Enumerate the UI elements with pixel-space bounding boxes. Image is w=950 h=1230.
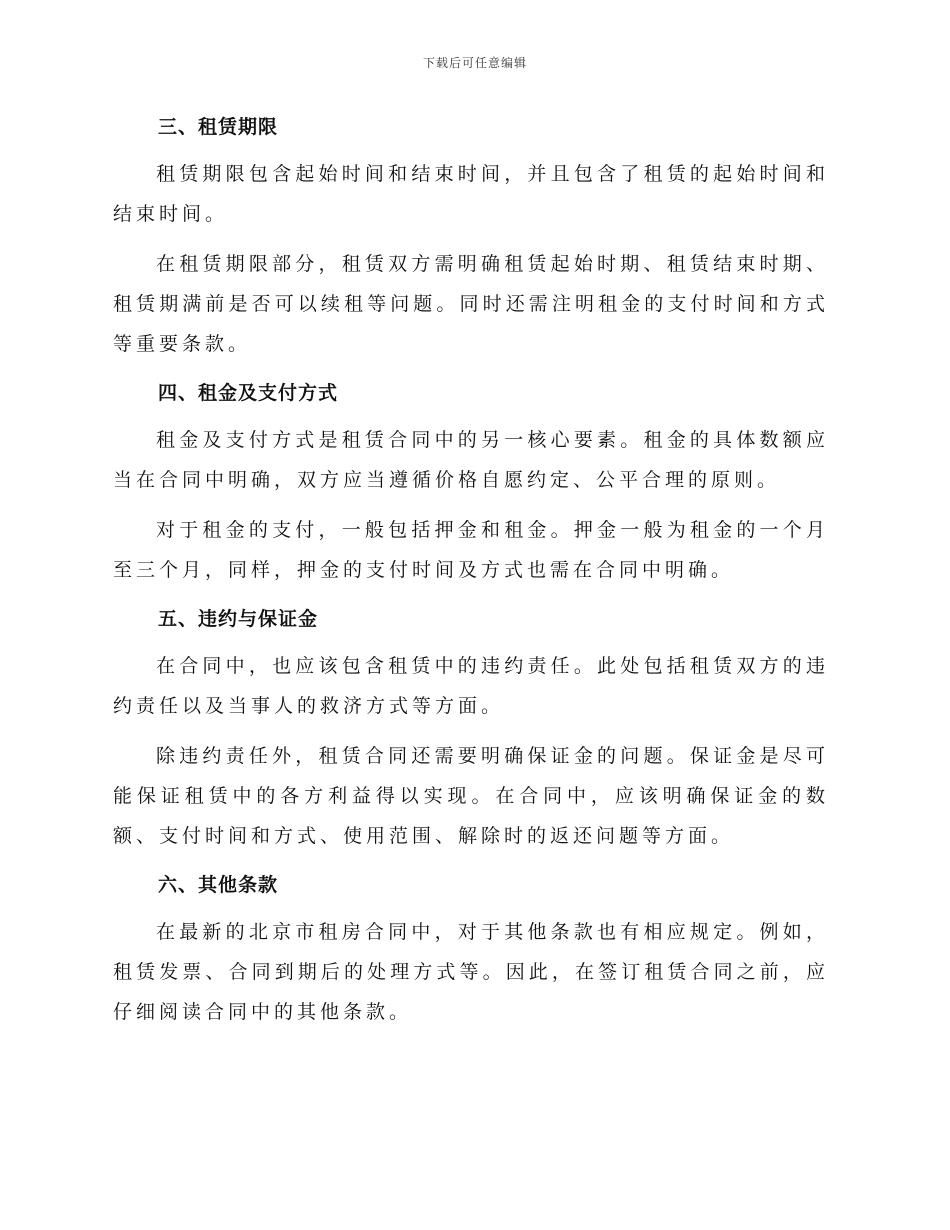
paragraph: 租金及支付方式是租赁合同中的另一核心要素。租金的具体数额应当在合同中明确，双方应当遵循价格自愿约定、公平合理的原则。 <box>113 429 829 491</box>
section-heading: 四、租金及支付方式 <box>158 382 339 404</box>
section-lease-term <box>113 108 829 364</box>
paragraph: 除违约责任外，租赁合同还需要明确保证金的问题。保证金是尽可能保证租赁中的各方利益得以实现。在合同中，应该明确保证金的数额、支付时间和方式、使用范围、解除时的返还问题等方面。 <box>113 745 829 847</box>
section-heading: 六、其他条款 <box>158 874 279 896</box>
document-body <box>113 108 829 1042</box>
section-other-terms <box>113 866 829 1032</box>
paragraph: 对于租金的支付，一般包括押金和租金。押金一般为租金的一个月至三个月，同样，押金的支付时间及方式也需在合同中明确。 <box>113 519 829 581</box>
paragraph: 租赁期限包含起始时间和结束时间，并且包含了租赁的起始时间和结束时间。 <box>113 163 829 225</box>
section-rent-payment <box>113 374 829 590</box>
section-heading: 三、租赁期限 <box>158 116 279 138</box>
paragraph: 在合同中，也应该包含租赁中的违约责任。此处包括租赁双方的违约责任以及当事人的救济方式等方面。 <box>113 655 829 717</box>
page-header: 下载后可任意编辑 <box>422 56 527 70</box>
paragraph: 在租赁期限部分，租赁双方需明确租赁起始时期、租赁结束时期、租赁期满前是否可以续租等问题。同时还需注明租金的支付时间和方式等重要条款。 <box>113 253 829 355</box>
paragraph: 在最新的北京市租房合同中，对于其他条款也有相应规定。例如，租赁发票、合同到期后的处理方式等。因此，在签订租赁合同之前，应仔细阅读合同中的其他条款。 <box>113 921 829 1023</box>
section-heading: 五、违约与保证金 <box>158 608 319 630</box>
section-breach-deposit <box>113 600 829 856</box>
